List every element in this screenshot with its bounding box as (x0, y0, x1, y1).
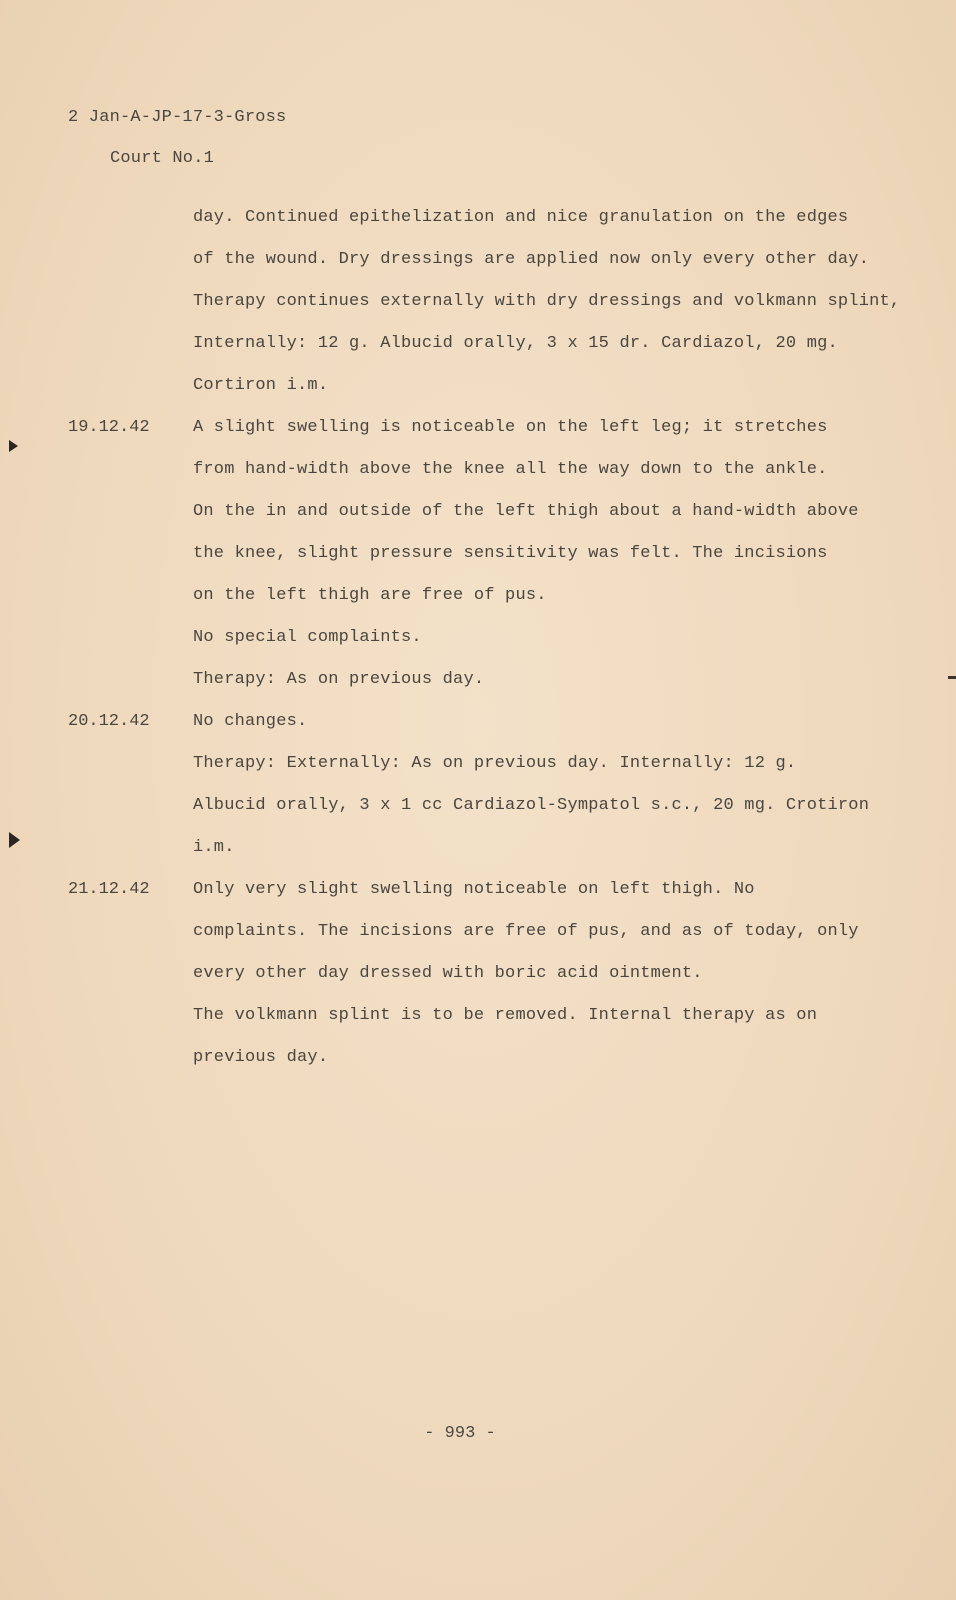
entry-date: 19.12.42 (68, 418, 150, 437)
entry-line: On the in and outside of the left thigh about a hand-width above (193, 502, 859, 521)
entry-line: on the left thigh are free of pus. (193, 586, 547, 605)
entry-line: No changes. (193, 712, 308, 731)
entry-line: No special complaints. (193, 628, 422, 647)
entry-line: Therapy: Externally: As on previous day. Internally: 12 g. (193, 754, 797, 773)
page-number: - 993 - (424, 1424, 496, 1443)
entry-line: A slight swelling is noticeable on the left leg; it stretches (193, 418, 828, 437)
entry-date: 21.12.42 (68, 880, 150, 899)
continuation-line: day. Continued epithelization and nice granulation on the edges (193, 208, 849, 227)
continuation-line: of the wound. Dry dressings are applied now only every other day. (193, 250, 870, 269)
entry-line: i.m. (193, 838, 235, 857)
edge-mark-icon (948, 676, 956, 679)
entry-line: complaints. The incisions are free of pus, and as of today, only (193, 922, 859, 941)
entry-line: The volkmann splint is to be removed. Internal therapy as on (193, 1006, 818, 1025)
binding-mark-icon (9, 832, 20, 848)
continuation-line: Cortiron i.m. (193, 376, 329, 395)
entry-line: previous day. (193, 1048, 329, 1067)
entry-line: every other day dressed with boric acid ointment. (193, 964, 703, 983)
entry-line: Therapy: As on previous day. (193, 670, 485, 689)
entry-line: Albucid orally, 3 x 1 cc Cardiazol-Sympatol s.c., 20 mg. Crotiron (193, 796, 870, 815)
binding-mark-icon (9, 440, 18, 452)
entry-line: the knee, slight pressure sensitivity was felt. The incisions (193, 544, 828, 563)
court-number: Court No.1 (110, 149, 215, 168)
continuation-line: Internally: 12 g. Albucid orally, 3 x 15 dr. Cardiazol, 20 mg. (193, 334, 838, 353)
document-reference: 2 Jan-A-JP-17-3-Gross (68, 108, 287, 127)
continuation-line: Therapy continues externally with dry dressings and volkmann splint, (193, 292, 901, 311)
entry-line: from hand-width above the knee all the way down to the ankle. (193, 460, 828, 479)
entry-date: 20.12.42 (68, 712, 150, 731)
entry-line: Only very slight swelling noticeable on left thigh. No (193, 880, 755, 899)
